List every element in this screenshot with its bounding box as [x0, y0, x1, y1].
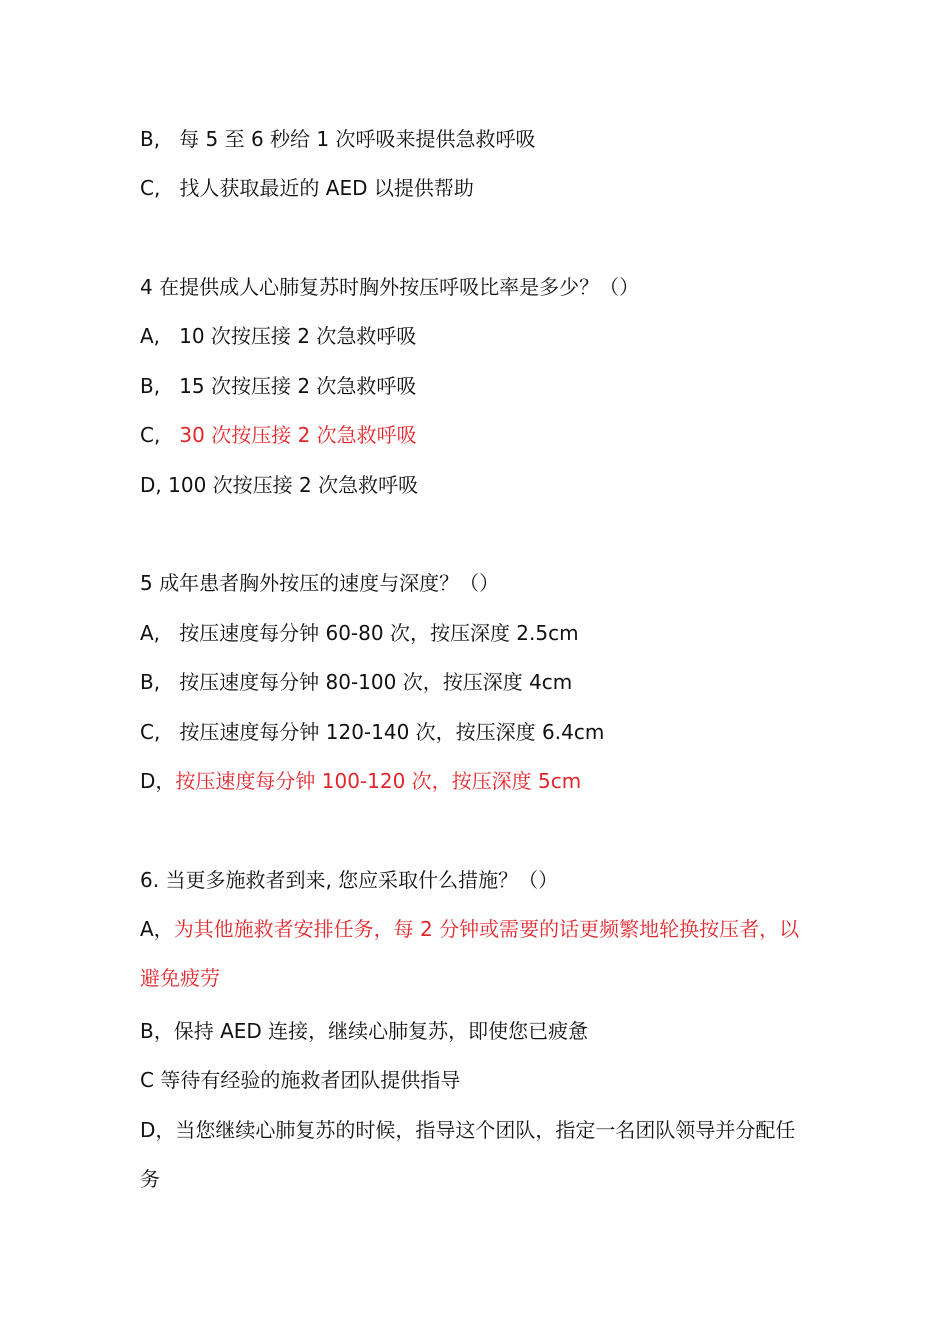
option-prefix: B， [140, 1019, 174, 1043]
option-text: 按压速度每分钟 60-80 次，按压深度 2.5cm [179, 621, 579, 645]
q6-option-c [140, 1066, 460, 1094]
q5-option-c [140, 718, 604, 746]
option-text: 按压速度每分钟 120-140 次，按压深度 6.4cm [179, 720, 605, 744]
option-prefix: C, [140, 720, 161, 744]
q6-option-d [140, 1106, 810, 1204]
q4-option-c-correct [140, 421, 417, 449]
q4-option-a [140, 322, 416, 350]
option-text: 30 次按压接 2 次急救呼吸 [179, 423, 417, 447]
option-prefix: B, [140, 670, 161, 694]
q6-option-a-correct [140, 905, 810, 1003]
option-prefix: B, [140, 374, 161, 398]
option-text: 按压速度每分钟 100-120 次，按压深度 5cm [175, 769, 582, 793]
q6-option-b [140, 1017, 588, 1045]
option-text: 10 次按压接 2 次急救呼吸 [179, 324, 417, 348]
option-prefix: C, [140, 176, 161, 200]
option-text: 保持 AED 连接，继续心肺复苏，即使您已疲惫 [173, 1019, 589, 1043]
q4-question: 4 在提供成人心肺复苏时胸外按压呼吸比率是多少？（） [140, 275, 640, 299]
option-text: 每 5 至 6 秒给 1 次呼吸来提供急救呼吸 [179, 127, 536, 151]
q4-option-b [140, 372, 416, 400]
option-prefix: D， [140, 769, 176, 793]
q5-option-d-correct [140, 767, 581, 795]
option-prefix: C, [140, 423, 161, 447]
option-text: 100 次按压接 2 次急救呼吸 [168, 473, 419, 497]
option-prefix: D, [140, 473, 162, 497]
q3-option-c [140, 174, 474, 202]
option-prefix: A， [140, 917, 174, 941]
q5-option-a [140, 619, 579, 647]
option-text: 找人获取最近的 AED 以提供帮助 [179, 176, 474, 200]
option-prefix: C [140, 1068, 154, 1092]
option-text: 15 次按压接 2 次急救呼吸 [179, 374, 417, 398]
option-prefix: A, [140, 324, 161, 348]
option-text: 等待有经验的施救者团队提供指导 [160, 1068, 461, 1092]
q3-option-b [140, 125, 535, 153]
q4-option-d [140, 471, 418, 499]
q5-option-b [140, 668, 572, 696]
option-text: 当您继续心肺复苏的时候，指导这个团队，指定一名团队领导并分配任务 [140, 1118, 796, 1191]
option-prefix: B, [140, 127, 161, 151]
option-prefix: A, [140, 621, 161, 645]
option-text: 为其他施救者安排任务，每 2 分钟或需要的话更频繁地轮换按压者，以避免疲劳 [140, 917, 800, 990]
option-prefix: D， [140, 1118, 176, 1142]
q6-question: 6. 当更多施救者到来, 您应采取什么措施？（） [140, 868, 559, 892]
option-text: 按压速度每分钟 80-100 次，按压深度 4cm [179, 670, 573, 694]
q5-question: 5 成年患者胸外按压的速度与深度？（） [140, 571, 500, 595]
